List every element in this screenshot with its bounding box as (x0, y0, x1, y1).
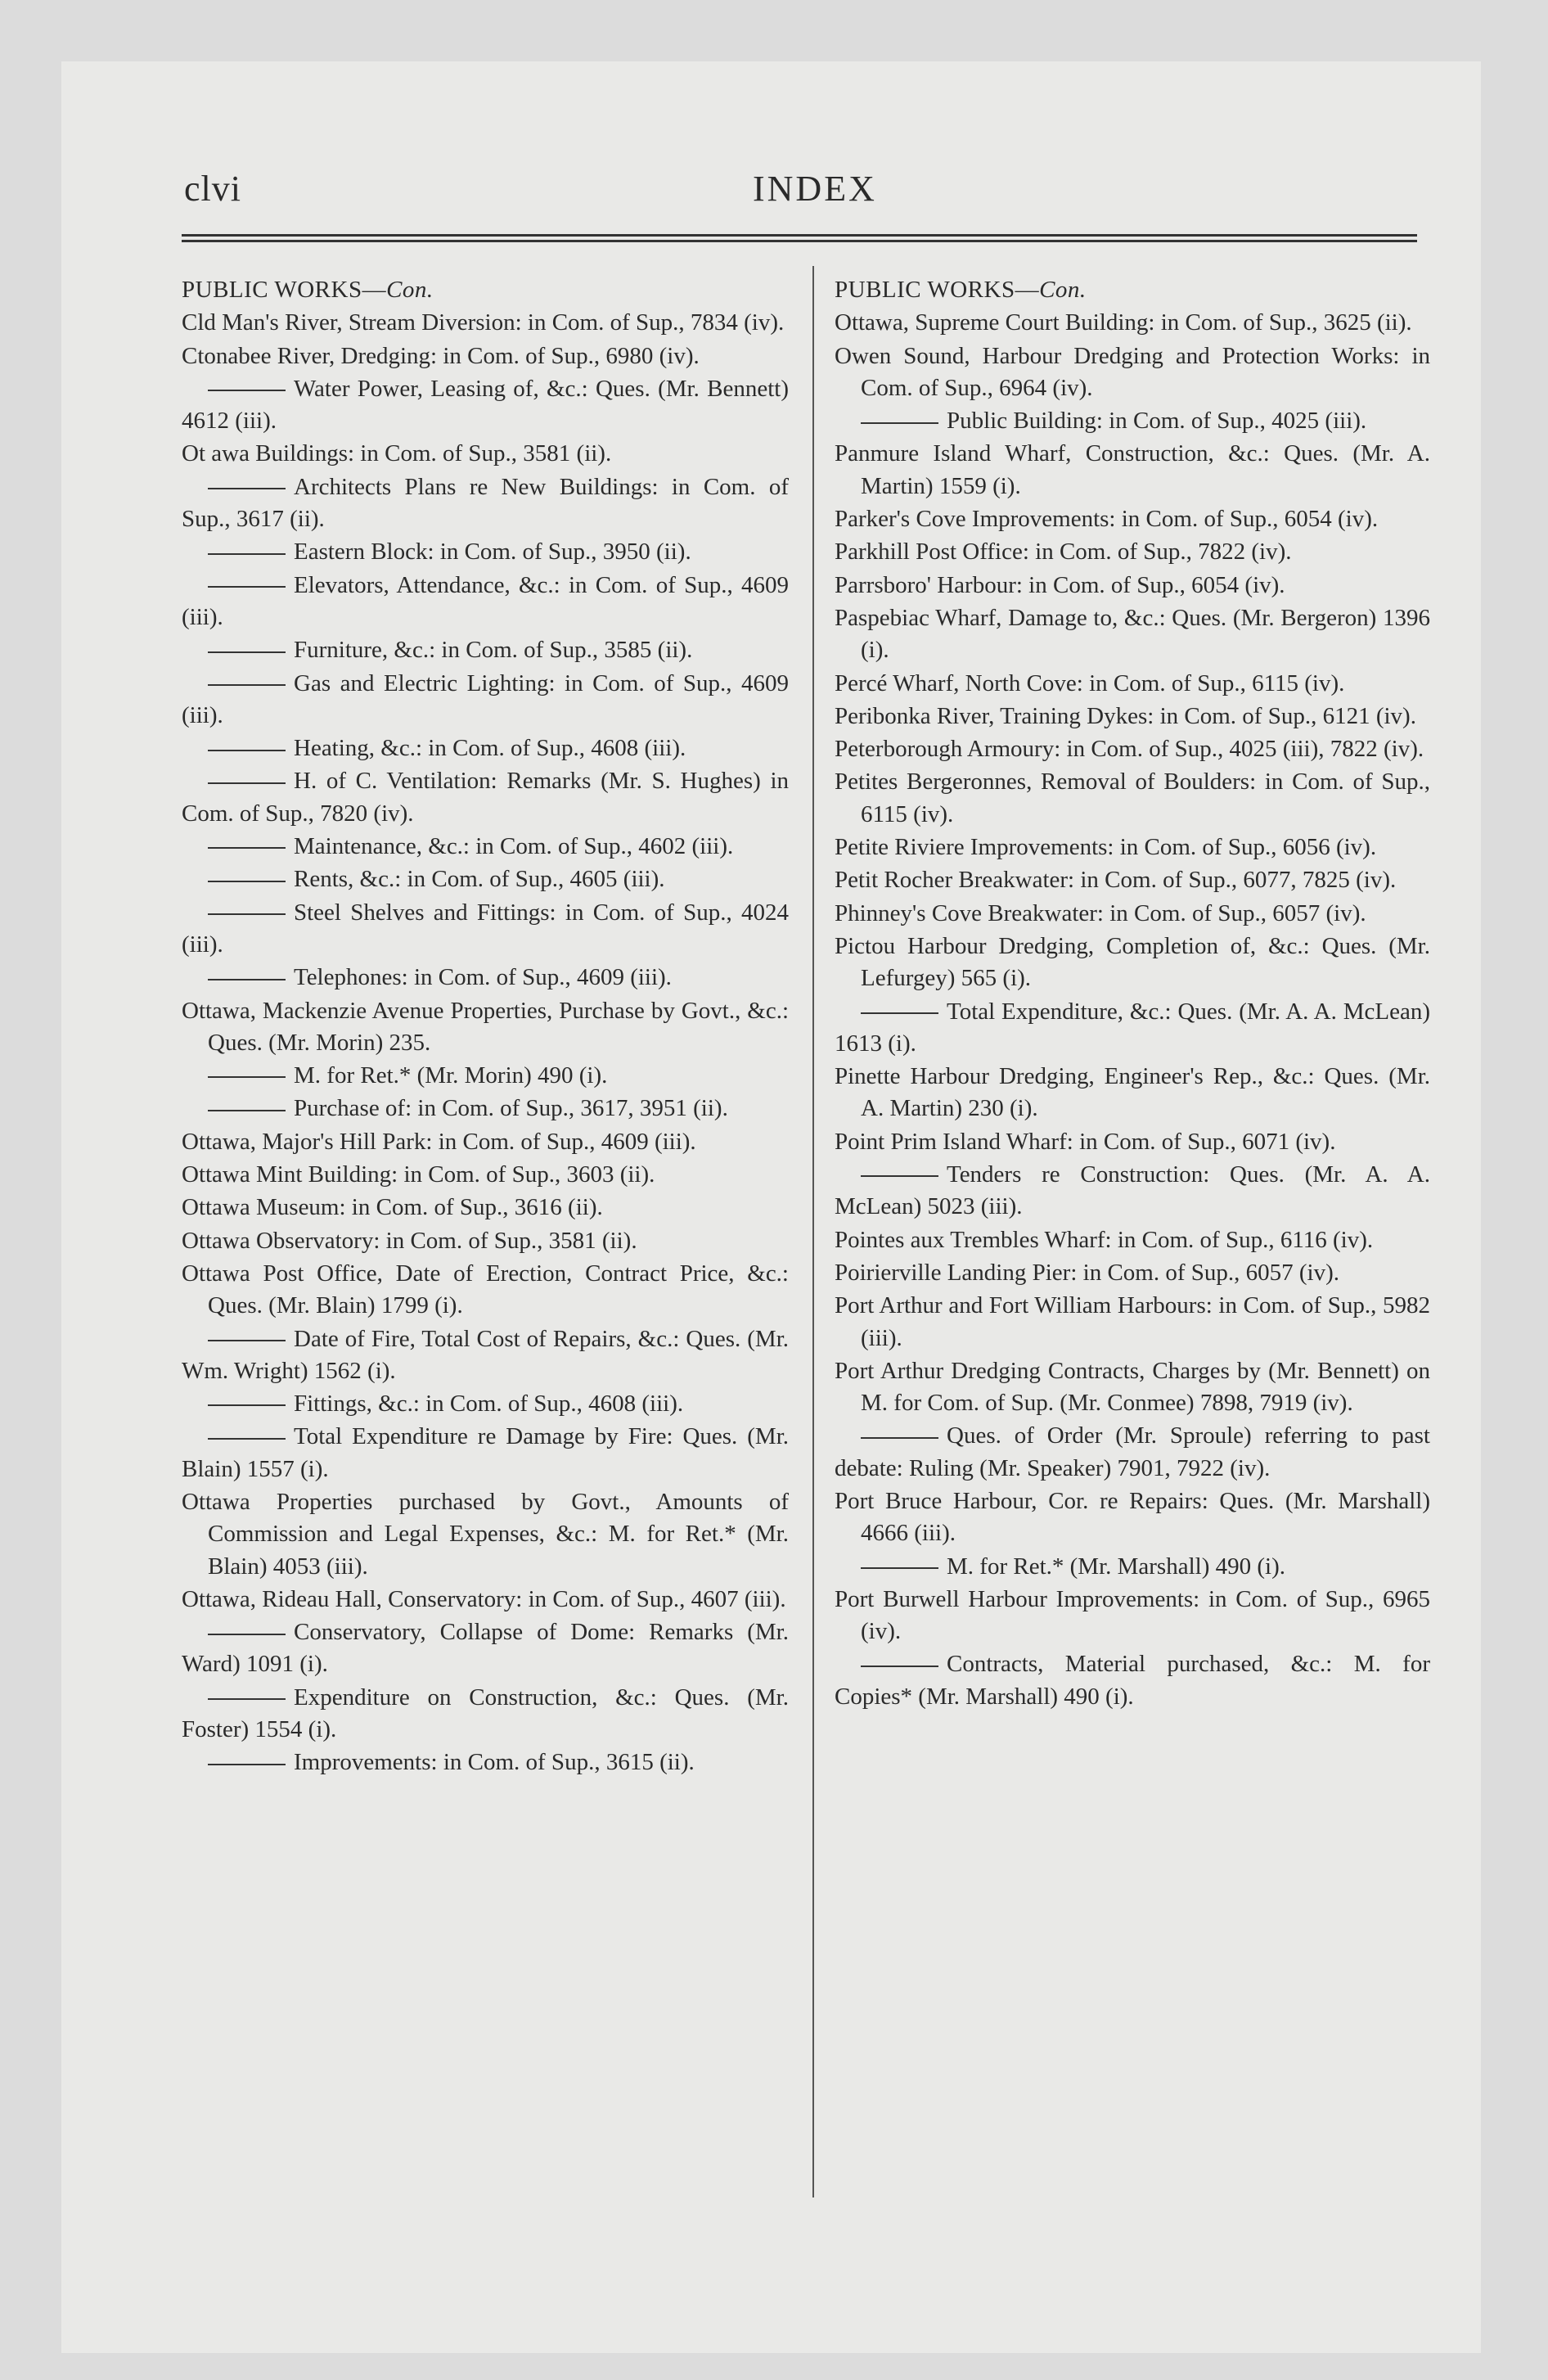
index-subentry (182, 1323, 789, 1388)
heading-con: Con. (386, 277, 434, 303)
entry-text: Paspebiac Wharf, Damage to, &c.: Ques. (Mr. Bergeron) 1396 (i). (835, 604, 1430, 664)
index-entry (835, 864, 1430, 896)
index-subentry (182, 1682, 789, 1747)
index-entry (182, 340, 789, 372)
entry-text: Parkhill Post Office: in Com. of Sup., 7822 (iv). (835, 539, 1292, 566)
index-subentry (835, 405, 1430, 437)
index-entry (835, 438, 1430, 503)
index-subentry (182, 897, 789, 962)
column-divider (812, 266, 814, 2197)
index-subentry (182, 1060, 789, 1092)
index-entries-right (835, 307, 1430, 1713)
entry-text: Petites Bergeronnes, Removal of Boulders: in Com. of Sup., 6115 (iv). (835, 769, 1430, 827)
index-entry (835, 602, 1430, 667)
index-entry (835, 536, 1430, 568)
entry-text: Ottawa, Mackenzie Avenue Properties, Purchase by Govt., &c.: Ques. (Mr. Morin) 235. (182, 997, 789, 1056)
index-entry (182, 1258, 789, 1323)
index-entry (182, 1486, 789, 1583)
entry-text: Pinette Harbour Dredging, Engineer's Rep., &c.: Ques. (Mr. A. Martin) 230 (i). (835, 1063, 1430, 1122)
entry-text: Total Expenditure, &c.: Ques. (Mr. A. A. McLean) 1613 (i). (835, 998, 1430, 1057)
header-rule (182, 234, 1417, 242)
entry-text: Percé Wharf, North Cove: in Com. of Sup., 6115 (iv). (835, 669, 1345, 696)
heading-con: Con. (1039, 277, 1087, 303)
ditto-dash (208, 750, 286, 751)
entry-text: Date of Fire, Total Cost of Repairs, &c.: Ques. (Mr. Wm. Wright) 1562 (i). (182, 1325, 789, 1384)
entry-text: Phinney's Cove Breakwater: in Com. of Sup., 6057 (iv). (835, 899, 1366, 926)
entry-text: Peterborough Armoury: in Com. of Sup., 4025 (iii), 7822 (iv). (835, 736, 1424, 763)
ditto-dash (861, 1175, 938, 1177)
ditto-dash (208, 488, 286, 489)
entry-text: Ottawa, Rideau Hall, Conservatory: in Com. of Sup., 4607 (iii). (182, 1585, 786, 1612)
entry-text: Ottawa Mint Building: in Com. of Sup., 3603 (ii). (182, 1161, 655, 1188)
index-subentry (182, 1093, 789, 1125)
index-subentry (182, 831, 789, 863)
index-entry (182, 1584, 789, 1616)
entry-text: Rents, &c.: in Com. of Sup., 4605 (iii). (294, 866, 665, 893)
entry-text: Ot awa Buildings: in Com. of Sup., 3581 (ii). (182, 440, 612, 467)
ditto-dash (208, 1076, 286, 1078)
entry-text: Gas and Electric Lighting: in Com. of Sup., 4609 (iii). (182, 669, 789, 728)
index-entry (835, 832, 1430, 863)
entry-text: Maintenance, &c.: in Com. of Sup., 4602 (iii). (294, 833, 734, 860)
column-heading (182, 274, 789, 306)
entry-text: Total Expenditure re Damage by Fire: Ques. (Mr. Blain) 1557 (i). (182, 1423, 789, 1482)
entry-text: Cld Man's River, Stream Diversion: in Com. of Sup., 7834 (iv). (182, 309, 785, 336)
index-entry (835, 1290, 1430, 1355)
index-subentry (182, 732, 789, 764)
entry-text: Port Arthur Dredging Contracts, Charges by (Mr. Bennett) on M. for Com. of Sup. (Mr. Conmee) 7898, 7919 (iv). (835, 1357, 1430, 1417)
index-entry (835, 1126, 1430, 1158)
index-entry (835, 701, 1430, 732)
entry-text: Ottawa Properties purchased by Govt., Amounts of Commission and Legal Expenses, &c.: M. for Ret.* (Mr. Blain) 4053 (iii). (182, 1488, 789, 1580)
ditto-dash (208, 881, 286, 882)
index-entry (835, 1224, 1430, 1256)
ditto-dash (861, 422, 938, 424)
page-number: clvi (184, 169, 241, 209)
entry-text: Point Prim Island Wharf: in Com. of Sup., 6071 (iv). (835, 1128, 1336, 1155)
entry-text: Owen Sound, Harbour Dredging and Protection Works: in Com. of Sup., 6964 (iv). (835, 342, 1430, 401)
index-entry (182, 1225, 789, 1257)
entry-text: H. of C. Ventilation: Remarks (Mr. S. Hughes) in Com. of Sup., 7820 (iv). (182, 768, 789, 827)
index-entry (835, 340, 1430, 405)
entry-text: Ques. of Order (Mr. Sproule) referring to past debate: Ruling (Mr. Speaker) 7901, 7922 (iv). (835, 1422, 1430, 1481)
index-entry (182, 1126, 789, 1158)
index-entry (835, 1061, 1430, 1125)
entry-text: Elevators, Attendance, &c.: in Com. of Sup., 4609 (iii). (182, 571, 789, 630)
index-entry (182, 995, 789, 1060)
ditto-dash (208, 651, 286, 653)
entry-text: Heating, &c.: in Com. of Sup., 4608 (iii). (294, 735, 686, 762)
index-subentry (182, 765, 789, 830)
index-entries-left (182, 307, 789, 1778)
index-entry (835, 1485, 1430, 1550)
entry-text: Parrsboro' Harbour: in Com. of Sup., 6054 (iv). (835, 571, 1285, 598)
heading-text: PUBLIC WORKS— (835, 277, 1040, 303)
index-subentry (835, 1159, 1430, 1224)
entry-text: Pictou Harbour Dredging, Completion of, &c.: Ques. (Mr. Lefurgey) 565 (i). (835, 932, 1430, 992)
index-subentry (182, 1747, 789, 1778)
index-subentry (835, 996, 1430, 1061)
left-column (182, 274, 789, 1780)
ditto-dash (208, 1698, 286, 1700)
index-subentry (182, 1616, 789, 1681)
index-entry (835, 307, 1430, 339)
entry-text: Parker's Cove Improvements: in Com. of Sup., 6054 (iv). (835, 506, 1379, 533)
ditto-dash (861, 1012, 938, 1014)
entry-text: Eastern Block: in Com. of Sup., 3950 (ii). (294, 539, 691, 566)
index-entry (182, 1159, 789, 1191)
index-entry (835, 1355, 1430, 1420)
ditto-dash (208, 586, 286, 588)
running-title: INDEX (753, 169, 877, 209)
ditto-dash (208, 1634, 286, 1635)
entry-text: Port Bruce Harbour, Cor. re Repairs: Ques. (Mr. Marshall) 4666 (iii). (835, 1487, 1430, 1547)
index-entry (835, 931, 1430, 995)
index-subentry (182, 570, 789, 634)
ditto-dash (208, 782, 286, 784)
index-subentry (182, 1421, 789, 1485)
entry-text: Peribonka River, Training Dykes: in Com. of Sup., 6121 (iv). (835, 702, 1416, 729)
entry-text: Poirierville Landing Pier: in Com. of Sup., 6057 (iv). (835, 1259, 1340, 1286)
index-subentry (182, 373, 789, 438)
ditto-dash (861, 1567, 938, 1569)
entry-text: Furniture, &c.: in Com. of Sup., 3585 (ii). (294, 637, 693, 664)
ditto-dash (861, 1666, 938, 1667)
entry-text: Contracts, Material purchased, &c.: M. for Copies* (Mr. Marshall) 490 (i). (835, 1651, 1430, 1710)
entry-text: Port Burwell Harbour Improvements: in Com. of Sup., 6965 (iv). (835, 1585, 1430, 1645)
index-subentry (182, 668, 789, 732)
index-subentry (835, 1420, 1430, 1485)
index-entry (835, 1257, 1430, 1289)
entry-text: Water Power, Leasing of, &c.: Ques. (Mr. Bennett) 4612 (iii). (182, 375, 789, 435)
ditto-dash (208, 553, 286, 555)
index-subentry (182, 471, 789, 536)
ditto-dash (208, 390, 286, 391)
index-entry (835, 570, 1430, 602)
ditto-dash (208, 979, 286, 980)
entry-text: Pointes aux Trembles Wharf: in Com. of Sup., 6116 (iv). (835, 1226, 1374, 1253)
ditto-dash (208, 1110, 286, 1111)
ditto-dash (208, 684, 286, 686)
index-entry (835, 1584, 1430, 1648)
entry-text: Conservatory, Collapse of Dome: Remarks (Mr. Ward) 1091 (i). (182, 1619, 789, 1678)
index-entry (835, 503, 1430, 535)
index-subentry (182, 536, 789, 568)
entry-text: Ottawa Observatory: in Com. of Sup., 3581 (ii). (182, 1227, 637, 1254)
entry-text: Tenders re Construction: Ques. (Mr. A. A. McLean) 5023 (iii). (835, 1161, 1430, 1220)
entry-text: Steel Shelves and Fittings: in Com. of Sup., 4024 (iii). (182, 899, 789, 958)
entry-text: Panmure Island Wharf, Construction, &c.: Ques. (Mr. A. Martin) 1559 (i). (835, 440, 1430, 499)
index-subentry (182, 863, 789, 895)
entry-text: Telephones: in Com. of Sup., 4609 (iii). (294, 964, 672, 991)
heading-text: PUBLIC WORKS— (182, 277, 387, 303)
index-entry (182, 438, 789, 470)
index-subentry (182, 1388, 789, 1420)
index-entry (835, 733, 1430, 765)
index-entry (182, 307, 789, 339)
entry-text: Ottawa, Supreme Court Building: in Com. of Sup., 3625 (ii). (835, 309, 1412, 336)
right-column (835, 274, 1430, 1714)
entry-text: Architects Plans re New Buildings: in Com. of Sup., 3617 (ii). (182, 473, 789, 533)
ditto-dash (208, 847, 286, 849)
index-entry (835, 898, 1430, 930)
entry-text: Ottawa Museum: in Com. of Sup., 3616 (ii). (182, 1194, 603, 1221)
index-subentry (835, 1551, 1430, 1583)
index-entry (182, 1192, 789, 1224)
entry-text: Improvements: in Com. of Sup., 3615 (ii). (294, 1749, 695, 1776)
entry-text: Ctonabee River, Dredging: in Com. of Sup., 6980 (iv). (182, 342, 700, 369)
entry-text: Petite Riviere Improvements: in Com. of Sup., 6056 (iv). (835, 834, 1377, 861)
entry-text: Purchase of: in Com. of Sup., 3617, 3951 (ii). (294, 1095, 728, 1122)
entry-text: M. for Ret.* (Mr. Marshall) 490 (i). (947, 1553, 1285, 1580)
ditto-dash (208, 1340, 286, 1341)
ditto-dash (208, 1404, 286, 1406)
ditto-dash (208, 1764, 286, 1765)
entry-text: Fittings, &c.: in Com. of Sup., 4608 (iii). (294, 1391, 684, 1418)
ditto-dash (861, 1437, 938, 1439)
entry-text: Petit Rocher Breakwater: in Com. of Sup., 6077, 7825 (iv). (835, 867, 1397, 894)
index-entry (835, 766, 1430, 831)
entry-text: Port Arthur and Fort William Harbours: in Com. of Sup., 5982 (iii). (835, 1292, 1430, 1351)
entry-text: Expenditure on Construction, &c.: Ques. (Mr. Foster) 1554 (i). (182, 1684, 789, 1743)
ditto-dash (208, 913, 286, 915)
index-subentry (835, 1648, 1430, 1713)
entry-text: Ottawa, Major's Hill Park: in Com. of Sup., 4609 (iii). (182, 1128, 696, 1155)
entry-text: Ottawa Post Office, Date of Erection, Contract Price, &c.: Ques. (Mr. Blain) 1799 (i). (182, 1260, 789, 1319)
ditto-dash (208, 1438, 286, 1440)
index-subentry (182, 634, 789, 666)
index-entry (835, 668, 1430, 700)
entry-text: Public Building: in Com. of Sup., 4025 (iii). (947, 408, 1367, 435)
entry-text: M. for Ret.* (Mr. Morin) 490 (i). (294, 1062, 608, 1089)
index-subentry (182, 962, 789, 994)
column-heading (835, 274, 1430, 306)
